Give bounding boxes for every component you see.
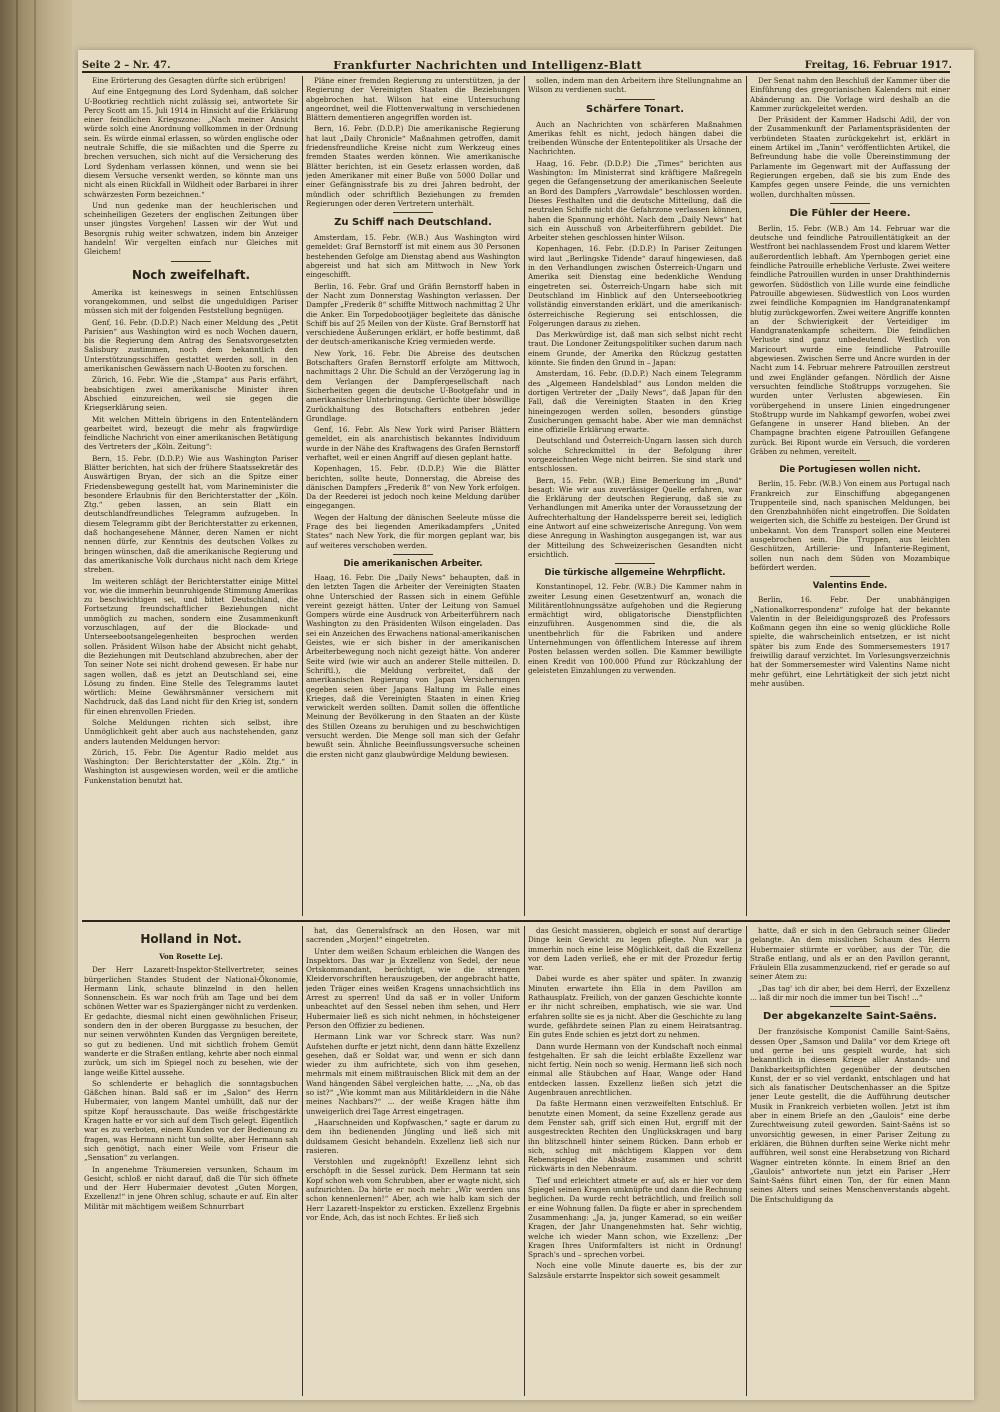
paragraph: das Gesicht massieren, obgleich er sonst auf derartige Dinge kein Gewicht zu legen pflegte. Nun war ja immerhin noch eine leise Möglichkeit, daß die Exzellenz vor dem Laden verließ, ehe er mit der Prozedur fertig war.	[528, 926, 742, 973]
paragraph: Amsterdam, 15. Febr. (W.B.) Aus Washington wird gemeldet: Graf Bernstorff ist mit einem aus 30 Personen bestehenden Gefolge am Dienstag abend aus Washington abgereist und hat sich am Mittwoch in New York eingeschifft.	[306, 233, 520, 280]
headline: Zu Schiff nach Deutschland.	[334, 217, 492, 229]
paragraph: Bern, 15. Febr. (D.D.P.) Wie aus Washington Pariser Blätter berichten, hat sich der frühere Staatssekretär des Auswärtigen Bryan, der sich an die Spitze einer Friedensbewegung gestellt hat, vom Marineminister die besondere Erlaubnis für den Berichterstatter der „Köln. Ztg.“ geben lassen, an sein Blatt ein deutschlandfreundliches Telegramm aufzugeben. In diesem Telegramm gibt der Berichterstatter zu erkennen, daß hochangesehene Männer, deren Namen er nicht nennen dürfe, zur Kenntnis des deutschen Volkes zu bringen wünschen, daß die amerikanische Regierung und das amerikanische Volk durchaus nicht nach dem Kriege streben.	[84, 453, 298, 575]
feuilleton-column-3	[528, 926, 742, 1396]
story-title: Holland in Not.	[140, 932, 242, 946]
paragraph: Genf, 16. Febr. Als New York wird Pariser Blättern gemeldet, ein als anarchistisch bekanntes Individuum wurde in der Nähe des Kraftwagens des Grafen Bernstorff verhaftet, weil er einen Angriff auf diesen geplant hatte.	[306, 425, 520, 462]
byline: Von Rosette Lej.	[159, 952, 223, 961]
paragraph: Dann wurde Hermann von der Kundschaft noch einmal festgehalten. Er sah die leicht erblaßte Exzellenz war nicht fertig. Nein noch so wenig. Hermann ließ sich noch einmal alle Stäubchen auf Haar, Wange oder Hand entdecken lassen. Exzellenz ließen sich jetzt die Augenbrauen anrechtlichen.	[528, 1041, 742, 1098]
paragraph: Kopenhagen, 16. Febr. (D.D.P.) In Pariser Zeitungen wird laut „Berlingske Tidende“ darauf hingewiesen, daß in den Verhandlungen zwischen Österreich-Ungarn und Amerika seit Dienstag eine bedenkliche Wendung eingetreten sei. Österreich-Ungarn habe sich mit Deutschland im Hinblick auf den Unterseebootkrieg vollständig einverstanden erklärt, und die amerikanisch-österreichische Regierung sei entschlossen, die Folgerungen daraus zu ziehen.	[528, 244, 742, 328]
headline: Die amerikanischen Arbeiter.	[343, 558, 483, 569]
separator	[615, 99, 655, 100]
headline: Noch zweifelhaft.	[131, 267, 251, 282]
separator	[393, 554, 433, 555]
separator	[393, 212, 433, 213]
feuilleton-column-2	[306, 926, 520, 1396]
paragraph: Berlin, 16. Febr. Graf und Gräfin Bernstorff haben in der Nacht zum Donnerstag Washington verlassen. Der Dampfer „Frederik 8“ schiffte Mittwoch nachmittag 2 Uhr die Anker. Ein Torpedobootjäger begleitete das dänische Schiff bis auf 25 Meilen von der Küste. Graf Bernstorff hat verschiedene Äußerungen erklärt, er hoffe bestimmt, daß der deutsch-amerikanische Krieg vermieden werde.	[306, 281, 520, 347]
separator	[830, 576, 870, 577]
paragraph: Berlin, 15. Febr. (W.B.) Von einem aus Portugal nach Frankreich zur Einschiffung abgegangenen Truppenteile sind, nach spanischen Meldungen, bei den Grenzbahnhöfen nicht eingetroffen. Die Soldaten weigerten sich, die Schiffe zu besteigen. Der Grund ist unbekannt. Von dem Transport sollen eine Meuterei ausgebrochen sein. Die Truppen, aus leichten Geschützen, Artillerie- und Infanterie-Regiment, sollen nun nach dem Süden von Mozambique befördert werden.	[750, 479, 950, 572]
paragraph: Amerika ist keineswegs in seinen Entschlüssen vorangekommen, und selbst die ungeduldigen Pariser müssen sich mit der folgenden Feststellung begnügen.	[84, 287, 298, 316]
paragraph: Noch eine volle Minute dauerte es, bis der zur Salzsäule erstarrte Inspektor sich soweit gesammelt	[528, 1261, 742, 1280]
column-4	[750, 76, 950, 916]
column-rule	[524, 926, 525, 1396]
paragraph: Bern, 15. Febr. (W.B.) Eine Bemerkung im „Bund“ besagt: Wie wir aus zuverlässiger Quelle erfahren, war die Erklärung der deutschen Regierung, daß sie zu Verhandlungen mit Amerika unter der Voraussetzung der Aufrechterhaltung der Handelssperre bereit sei, lediglich eine Antwort auf eine schweizerische Anregung. Von wem diese Anregung in Washington ausgegangen ist, war aus der Mitteilung des Schweizerischen Gesandten nicht ersichtlich.	[528, 475, 742, 559]
headline: Die Fühler der Heere.	[789, 207, 911, 219]
separator	[615, 563, 655, 564]
paragraph: Dabei wurde es aber später und später. In zwanzig Minuten erwartete ihn Ella in dem Pavillon am Rathausplatz. Freilich, von der ganzen Geschichte konnte er ihr nicht schreiben, emphatisch, wie sie war. Und erfahren sollte sie es ja nicht. Aber die Geschichte zu lang wurde, gefährdete seinen Plan zu einem Heiratsantrag. Ein gutes Ende schien es jetzt dort zu nehmen.	[528, 974, 742, 1040]
paragraph: Verstohlen und zugeknöpft! Exzellenz lehnt sich erschöpft in die Sessel zurück. Dem Hermann tat sein Kopf schon weh vom Schrubben, aber er wagte nicht, sich aufzurichten. Da hörte er noch mehr: „Wir werden uns schon kennenlernen!“ Aber, ach wie halb kam sich der Herr Lazarett-Inspektor zu ersticken. Exzellenz Ergebnis vor Ende, Ach, das ist noch Echtes. Er ließ sich	[306, 1157, 520, 1222]
paragraph: Amsterdam, 16. Febr. (D.D.P.) Nach einem Telegramm des „Algemeen Handelsblad“ aus London melden die dortigen Vertreter der „Daily News“, daß Japan für den Fall, daß die Vereinigten Staaten in den Krieg hineingezogen werden sollen, besonders günstige Zusicherungen gemacht habe. Aber wie man demnächst eine offizielle Erklärung erwarte.	[528, 369, 742, 435]
paragraph: Der Präsident der Kammer Hadschi Adil, der von der Zusammenkunft der Parlamentspräsidenten der verbündeten Staaten zurückgekehrt ist, erklärt in einem Artikel im „Tanin“ veröffentlichten Artikel, die Befreundung habe die volle Übereinstimmung der Parlamente im Gegenwart mit der Auffassung der Regierungen ergeben, daß sie bis zum Ende des Kampfes gegen unsere Feinde, die uns vernichten wollen, durchhalten müssen.	[750, 115, 950, 199]
binding-edge	[34, 0, 36, 1412]
column-1	[84, 76, 298, 916]
feuilleton-column-4	[750, 926, 950, 1396]
column-rule	[302, 926, 303, 1396]
paragraph: Der Herr Lazarett-Inspektor-Stellvertreter, seines bürgerlichen Standes Student der National-Ökonomie, Hermann Link, schaute blinzelnd in den hellen Sonnenschein. Es war noch früh am Tage und bei dem schönen Wetter war es Spaziergänger nicht zu verdenken. Er gedachte, diesmal nicht einen gewöhnlichen Friseur, sondern den in der oberen Burggasse zu besuchen, der nur seinen verwöhnten Kunden das Vergnügen bereitete, so gut zu bedienen. Und mit sichtlich frohem Gemüt wanderte er die Straßen entlang, kehrte aber noch einmal zurück, um sich im Spiegel noch zu besehen, wie der lange weiße Kittel aussehe.	[84, 965, 298, 1077]
feuilleton-rule	[82, 920, 950, 922]
paragraph: Zürich, 16. Febr. Wie die „Stampa“ aus Paris erfährt, beabsichtigen zwei amerikanische Minister ihren Abschied einzureichen, weil sie gegen die Kriegserklärung seien.	[84, 375, 298, 413]
paragraph: Solche Meldungen richten sich selbst, ihre Unmöglichkeit geht aber auch aus nachstehenden, ganz anders lautenden Meldungen hervor:	[84, 718, 298, 746]
paragraph: Im weiteren schlägt der Berichterstatter einige Mittel vor, wie die immerhin beunruhigende Stimmung Amerikas zu beschwichtigen sei, und bittet Deutschland, die Fortsetzung freundschaftlicher Beziehungen nicht unmöglich zu machen, sondern eine Zusammenkunft vorzuschlagen, auf der die Blockade- und Unterseebootsangelegenheiten besprochen werden sollen. Präsident Wilson habe der Absicht nicht gehabt, die Beziehungen mit Deutschland abzubrechen, aber der Ton seiner Note sei nicht drohend gewesen. Er habe nur sagen wollen, daß es jetzt an Deutschland sei, eine Lösung zu finden. Eine Stelle des Telegramms lautet wörtlich: Meine Gewährsmänner versichern mit Nachdruck, daß das Land nicht für den Krieg ist, sondern für einen ehrenvollen Frieden.	[84, 576, 298, 716]
column-2	[306, 76, 520, 916]
paragraph: So schlenderte er behaglich die sonntagsbuchen Gäßchen hinan. Bald saß er im „Salon“ des Herrn Hubermaier, von langem Mantel umhüllt, daß nur der spitze Kopf herausschaute. Das weiße frischgestärkte Kragen hatte er vor sich auf dem Tisch gelegt. Eigentlich war es zu verboten, einem Kunden vor der Bedienung zu fragen, was Hermann nicht tun sollte, aber Hermann sah sich genötigt, nach einer Weile vom Friseur die „Sensation“ zu verlangen.	[84, 1078, 298, 1163]
paragraph: Da faßte Hermann einen verzweifelten Entschluß. Er benutzte einen Moment, da seine Exzellenz gerade aus dem Fenster sah, griff sich einen Hut, ergriff mit der ausgestreckten Rechten den Unglückskragen und barg ihn blitzschnell hinter seinem Rücken. Dann erhob er sich, schlug mit mächtigem Klappen vor dem Rebenspiegel die Absätze zusammen und schritt rückwärts in den Nebenraum.	[528, 1099, 742, 1174]
column-rule	[302, 76, 303, 916]
paragraph: Mit welchen Mitteln übrigens in den Ententeländern gearbeitet wird, bezeugt die mehr als fragwürdige feindliche Nachricht von einer amerikanischen Betätigung des Vertreters der „Köln. Zeitung“:	[84, 414, 298, 452]
column-3	[528, 76, 742, 916]
paragraph: Der französische Komponist Camille Saint-Saëns, dessen Oper „Samson und Dalila“ vor dem Kriege oft und gerne bei uns gespielt wurde, hat sich bekanntlich in diesem Kriege aller Anstands- und Dankbarkeitspflichten gegenüber der deutschen Kunst, der er so viel verdankt, entschlagen und hat sich als fanatischer Deutschenhasser an die Spitze jener Leute gestellt, die die Aufführung deutscher Musik in Frankreich verbieten wollen. Jetzt ist ihm aber in einem Briefe an den „Gaulois“ eine derbe Zurechtweisung zuteil geworden. Saint-Saëns ist so unvorsichtig gewesen, in einer Pariser Zeitung zu erklären, die Bühnen durften seine Werke nicht mehr aufführen, weil sonst eine Herabsetzung von Richard Wagner eintreten könnte. In einem Brief an den „Gaulois“ antwortete nun jetzt ein Pariser „Herr Saint-Saëns führt einen Ton, der für einen Mann seines Alters und seines Menschenverstands abgeht. Die Entschuldigung da	[750, 1027, 950, 1204]
headline: Die türkische allgemeine Wehrpflicht.	[544, 568, 726, 579]
paragraph: hatte, daß er sich in den Gebrauch seiner Glieder gelangte. An dem misslichen Schaum des Herrn Hubermaier stürmte er vorüber, aus der Tür, die Straße entlang, und als er an den Pavillon gerannt, Fräulein Ella zusammenzuckend, rief er gerade so auf seiner Atem zu:	[750, 926, 950, 982]
paragraph: Konstantinopel, 12. Febr. (W.B.) Die Kammer nahm in zweiter Lesung einen Gesetzentwurf an, wonach die Militärentlohnungssätze aufgehoben und die Regierung ermächtigt wird, obligatorische Dienstpflichten einzuführen. Ausgenommen sind die, die als unentbehrlich für die Fabriken und andere Unternehmungen von öffentlichem Interesse auf ihrem Posten belassen werden sollen. Die Kammer bewilligte einen Kredit von 100.000 Pfund zur Rückzahlung der geleisteten Einzahlungen zu verwenden.	[528, 582, 742, 675]
paragraph: New York, 16. Febr. Die Abreise des deutschen Botschafters Grafen Bernstorff erfolgte am Mittwoch, nachmittags 2 Uhr. Die Schuld an der Verzögerung lag in dem Verlangen der Dampfergesellschaft nach Sicherheiten gegen die deutsche U-Bootgefahr und in amerikanischer Unterbringung. Gerüchte über böswillige Zurückhaltung des Botschafters entbehren jeder Grundlage.	[306, 348, 520, 423]
headline: Die Portugiesen wollen nicht.	[779, 465, 921, 476]
issue-date: Freitag, 16. Februar 1917.	[804, 59, 952, 71]
separator	[830, 203, 870, 204]
paragraph: Auf eine Entgegnung des Lord Sydenham, daß solcher U-Bootkrieg rechtlich nicht zulässig sei, antwortete Sir Percy Scott am 15. Juli 1914 in Hinsicht auf die Erklärung einer feindlichen Kriegszone: „Nach meiner Ansicht würde solch eine Anordnung vollkommen in der Ordnung sein. Es würde einmal erlassen, so würden englische oder neutrale Schiffe, die sie mißachten und die Sperre zu brechen versuchen, sich nicht auf die Versicherung des Lord Sydenham verlassen können, und wenn sie bei diesem Versuche versenkt werden, so könnte man uns nicht als einen Rückfall in Wildheit oder Barbarei in ihrer schwärzesten Form bezeichnen.“	[84, 87, 298, 199]
masthead: Frankfurter Nachrichten und Intelligenz-Blatt	[333, 58, 643, 72]
headline: Schärfere Tonart.	[586, 103, 684, 115]
column-rule	[524, 76, 525, 916]
paragraph: Berlin, 15. Febr. (W.B.) Am 14. Februar war die deutsche und feindliche Patrouillentätigkeit an der Westfront bei nachlassendem Frost und klarem Wetter außerordentlich lebhaft. Am Ypernbogen geriet eine feindliche Patrouille erhebliche Verluste. Zwei weitere feindliche Patrouillen wurden in unser Drahthindernis geworfen. Südöstlich von Lille wurde eine feindliche Patrouille abgewiesen. Südwestlich von Loos wurden zwei feindliche Kompagnien im Handgranatenkampf blutig zurückgeworfen. Zwei weitere Angriffe konnten an der Schwierigkeit der Verteidiger im Handgranatenkampfe scheitern. Die feindlichen Verluste sind ganz unbedeutend. Westlich von Maricourt wurde eine feindliche Patrouille abgewiesen. Zwischen Serre und Ancre wurden in der Nacht zum 14. Februar mehrere Patrouillen zerstreut und zwei Engländer gefangen. Nördlich der Aisne versuchten feindliche Stoßtrupps vorzugehen. Sie wurden unter Verlusten abgewiesen. Ein vorübergehend in unsere Linien eingedrungener Stoßtrupp wurde im Nahkampf geworfen, wobei zwei Gefangene in unserer Hand blieben. An der Champagne brachten eigene Patrouillen Gefangene zurück. Bei Ripont wurde ein Versuch, die vorderen Gräben zu nehmen, vereitelt.	[750, 223, 950, 456]
paragraph: Der Senat nahm den Beschluß der Kammer über die Einführung des gregorianischen Kalenders mit einer Abänderung an. Die Vorlage wird deshalb an die Kammer zurückgeleitet werden.	[750, 76, 950, 113]
paragraph: Deutschland und Österreich-Ungarn lassen sich durch solche Schreckmittel in der Befolgung ihrer vorgezeichneten Wege nicht beirren. Sie sind stark und entschlossen.	[528, 436, 742, 474]
binding-edge	[16, 0, 18, 1412]
feuilleton-column-1	[84, 926, 298, 1396]
separator	[171, 261, 211, 262]
headline: Valentins Ende.	[812, 581, 888, 592]
paragraph: Eine Erörterung des Gesagten dürfte sich erübrigen!	[92, 76, 287, 85]
paragraph: sollen, indem man den Arbeitern ihre Stellungnahme an Wilson zu verdienen sucht.	[528, 76, 742, 95]
column-rule	[746, 76, 747, 916]
paragraph: Bern, 16. Febr. (D.D.P.) Die amerikanische Regierung hat laut „Daily Chronicle“ Maßnahmen getroffen, damit friedensfreundliche Kreise nicht zum Werkzeug eines fremden Staates werden können. Wie amerikanische Blätter berichten, ist ein Gesetz erlassen worden, daß jeden Amerikaner mit einer Buße von 5000 Dollar und einer Gefängnisstrafe bis zu drei Jahren bedroht, der mündlich oder schriftlich Beziehungen zu fremden Regierungen oder deren Vertretern unterhält.	[306, 124, 520, 208]
column-rule	[746, 926, 747, 1396]
paragraph: Auch an Nachrichten von schärferen Maßnahmen Amerikas fehlt es nicht, jedoch hängen dabei die treibenden Wünsche der Ententepolitiker als Ursache der Nachrichten.	[528, 119, 742, 157]
page-number: Seite 2 – Nr. 47.	[82, 59, 171, 71]
paragraph: Und nun gedenke man der heuchlerischen und scheinheiligen Gezeters der englischen Zeitungen über unser jüngstes Vorgehen! Lassen wir der Wut und Besorgnis ruhig weiter schwatzen, indem bin Anzeiger handeln! Wir vergelten einfach nur Gleiches mit Gleichem!	[84, 200, 298, 257]
separator	[830, 1006, 870, 1007]
paragraph: Kopenhagen, 15. Febr. (D.D.P.) Wie die Blätter berichten, sollte heute, Donnerstag, die Abreise des dänischen Dampfers „Frederik 8“ von New York erfolgen. Da der Reederei ist jedoch noch keine Meldung darüber eingegangen.	[306, 464, 520, 511]
headline: Der abgekanzelte Saint-Saëns.	[763, 1011, 937, 1023]
paragraph: Haag, 16. Febr. Die „Daily News“ behaupten, daß in den letzten Tagen die Arbeiter der Vereinigten Staaten ohne Unterschied der Rassen sich in einem Gefühle vereint gezeigt hätten. Unter der Leitung von Samuel Gompers würde eine Ausdruck von Arbeiterführern nach Washington zu den Präsidenten Wilson eingeladen. Das sei ein Anzeichen des Erwachens national-amerikanischen Geistes, wie er sich bisher in der amerikanischen Arbeiterbewegung noch nicht gezeigt hätte. Von anderer Seite wird (wie wir auch an anderer Stelle mitteilen. D. Schriftl.), die Meldung verbreitet, daß der amerikanischen Regierung von Japan Versicherungen gegeben seien über Japans Haltung im Falle eines Krieges, daß die Vereinigten Staaten in einen Krieg verwickelt werden sollten. Damit sollen die öffentliche Meinung der Bevölkerung in den Staaten an der Küste des Stillen Ozeans zu beruhigen und zu beschwichtigen versucht werden. Die Menge soll man sich der Gefahr bewußt sein. Ähnliche Beeinflussungsversuche scheinen die ersten nicht ganz glaubwürdige Meldung bewiesen.	[306, 572, 520, 759]
paragraph: Wegen der Haltung der dänischen Seeleute müsse die Frage des bei liegenden Amerikadampfers „United States“ nach New York, die für morgen geplant war, bis auf weiteres verschoben werden.	[306, 512, 520, 550]
book-binding	[0, 0, 72, 1412]
paragraph: Haag, 16. Febr. (D.D.P.) Die „Times“ berichten aus Washington: Im Ministerrat sind kräftigere Maßregeln gegen die Gefangensetzung der amerikanischen Seeleute an Bord des Dampfers „Varrowdale“ beschlossen worden. Dieses Festhalten und die deutsche Mitteilung, daß die neutralen Schiffe nicht die Gefahrzone verlassen können, haben die Spannung erhöht. Nach dem „Daily News“ hat sich ein Ausschuß von Arbeiterführern gebildet. Die Arbeiter stehen geschlossen hinter Wilson.	[528, 158, 742, 243]
paragraph: Tief und erleichtert atmete er auf, als er hier vor dem Spiegel seinen Kragen umknüpfte und dann die Rechnung beglichen. Da wurde recht beträchtlich, und freilich soll er eine Wohnung fallen. Da fügte er aber in sprechendem Zusammenhang: „Ja, ja, junger Kamerad, so ein weißer Kragen, der Jahr Unangenehmsten hat. Sehr wichtig, welche ich wieder Mann schon, wie Exzellenz: „Der Kragen Ihres Uniformfalters ist nicht in Ordnung! Sprach's und – sprechen vorbei.	[528, 1175, 742, 1260]
paragraph: Zürich, 15. Febr. Die Agentur Radio meldet aus Washington: Der Berichterstatter der „Köln. Ztg.“ in Washington ist ausgewiesen worden, weil er die amtliche Funkenstation benutzt hat.	[84, 747, 298, 785]
paragraph: Hermann Link war vor Schreck starr. Was nun? Aufstehen durfte er jetzt nicht, denn dann hätte Exzellenz gesehen, daß er Soldat war, und wenn er sich dann wieder zu ihm aufrichtete, sich von ihm gesehen, mehrmals mit einem mißtrauischen Blick mit dem an der Wand hängenden Säbel vergleichen hatte, ... „Na, ob das so ist?“ „Wie kommt man aus Militärkleidern in die Nähe meines Nachbars?“ ... der weiße Kragen hätte ihm unweigerlich drei Tage Arrest eingetragen.	[306, 1032, 520, 1116]
paragraph: Pläne einer fremden Regierung zu unterstützen, ja der Regierung der Vereinigten Staaten die Beziehungen abgebrochen hat. Wilson hat eine Untersuchung angeordnet, weil die Flottenverwaltung in verschiedenen Blättern dementieren angegriffen worden ist.	[306, 76, 520, 123]
header-rule	[82, 71, 950, 73]
paragraph: Das Merkwürdige ist, daß man sich selbst nicht recht traut. Die Londoner Zeitungspolitiker suchen darum nach einem Grunde, der Amerika den Rückzug gestatten könnte. Sie finden den Grund in – Japan:	[528, 330, 742, 368]
paragraph: „Haarschneiden und Kopfwaschen,“ sagte er darum zu dem ihn bedienenden Jüngling und ließ sich mit duldsamem Gesicht behandeln. Exzellenz ließ sich nur rasieren.	[306, 1117, 520, 1155]
paragraph: „Das tag' ich dir aber, bei dem Herrl, der Exzellenz ... laß dir mir noch die immer tun bei Tisch! ...“	[750, 983, 950, 1003]
paragraph: Genf, 16. Febr. (D.D.P.) Nach einer Meldung des „Petit Parisien“ aus Washington wird es noch Wochen dauern, bis die Regierung dem Antrag des Senatsvorgesetzten Salisbury zustimmen, noch dem bekanntlich den Unterstützungsschiffen gestattet werden soll, in den amerikanischen Gewässern nach U-Booten zu forschen.	[84, 317, 298, 374]
paragraph: hat, das Generalsfrack an den Hosen, war mit sacrenden „Morjen!“ eingetreten.	[306, 926, 520, 945]
separator	[830, 460, 870, 461]
paragraph: Unter dem weißen Schaum erbleichen die Wangen des Inspektors. Das war ja Exzellenz von Sedel, der neue Ortskommandant, berüchtigt, wie die strengen Kleidervorschriften herauszugeben, der angebracht hatte, jeden Träger eines weißen Kragens unnachsichtlich ins Arrest zu sperren! Und da saß er in voller Uniform unbeachtet auf den Sessel neben ihm sehen, und Herr Hubermaier ließ es sich nicht nehmen, in höchsteigener Person den Offizier zu bedienen.	[306, 946, 520, 1030]
paragraph: In angenehme Träumereien versunken, Schaum im Gesicht, schloß er nicht darauf, daß die Tür sich öffnete und der Herr Hubermaier devotest „Guten Morgen, Exzellenz!“ in jene Ohren schlug, schaute er auf. Ein alter Militär mit mächtigem weißem Schnurrbart	[84, 1164, 298, 1211]
paragraph: Berlin, 16. Febr. Der unabhängigen „Nationalkorrespondenz“ zufolge hat der bekannte Valentin in der Beleidigungsprozeß des Professors Koßmann gegen ihn eine so wenig glückliche Rolle spielte, die wahrscheinlich entsetzen, er ist nicht später bis zum Ende des Sommersemesters 1917 freiwillig darauf verzichtet. Im Vorlesungsverzeichnis hat der Sommersemester wird Valentins Name nicht mehr geführt, eine Lehrtätigkeit der sich jetzt nicht mehr ausüben.	[750, 595, 950, 688]
